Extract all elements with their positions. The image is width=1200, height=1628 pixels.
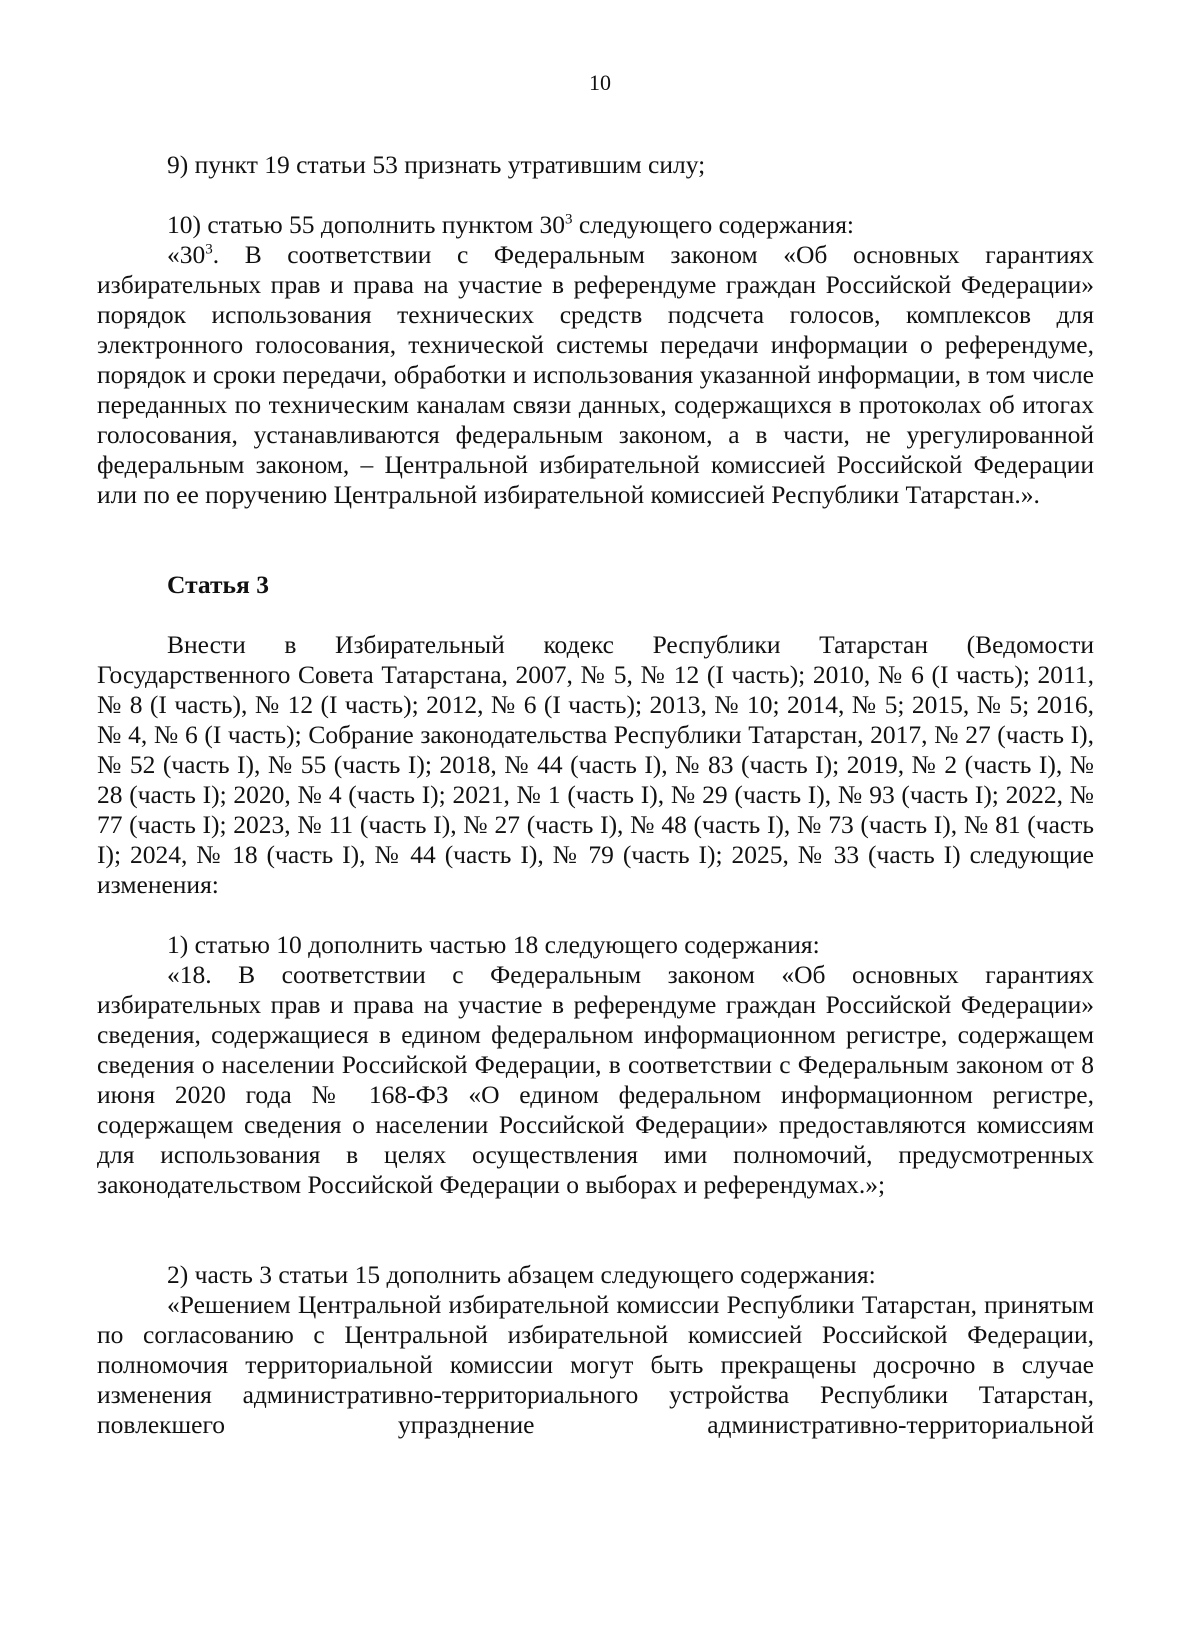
item-10-intro-after: следующего содержания: xyxy=(572,210,855,239)
item-10-intro-superscript: 3 xyxy=(565,211,573,228)
article-3-item-2 xyxy=(97,1260,1094,1440)
article-3-heading-block xyxy=(97,570,1094,600)
article-3-heading: Статья 3 xyxy=(167,570,269,599)
item-10-quote-superscript: 3 xyxy=(205,241,213,258)
item-10-intro-before: 10) статью 55 дополнить пунктом 30 xyxy=(167,210,566,239)
item-9-text: 9) пункт 19 статьи 53 признать утратившим силу; xyxy=(167,150,706,179)
item-10 xyxy=(97,210,1094,510)
item-9 xyxy=(97,150,1094,180)
item-10-quote xyxy=(97,240,1094,510)
article-3-item-1-quote: «18. В соответствии с Федеральным законом «Об основных гарантиях избирательных прав и права на участие в референдуме граждан Российской Федерации» сведения, содержащиеся в едином федеральном информационном регистре, содержащем сведения о населении Российской Федерации, в соответствии с Федеральным законом от 8 июня 2020 года № 168-ФЗ «О едином федеральном информационном регистре, содержащем сведения о населении Российской Федерации» предоставляются комиссиям для использования в целях осуществления ими полномочий, предусмотренных законодательством Российской Федерации о выборах и референдумах.»; xyxy=(97,960,1094,1199)
article-3-item-1 xyxy=(97,930,1094,1200)
article-3-item-2-quote: «Решением Центральной избирательной комиссии Республики Татарстан, принятым по согласованию с Центральной избирательной комиссией Российской Федерации, полномочия территориальной комиссии могут быть прекращены досрочно в случае изменения административно-территориального устройства Республики Татарстан, повлекшего упразднение административно-территориальной xyxy=(97,1290,1094,1439)
item-10-quote-open: «30 xyxy=(167,240,206,269)
article-3-intro-block xyxy=(97,630,1094,900)
page-number: 10 xyxy=(589,70,611,95)
item-10-intro xyxy=(97,210,1094,240)
article-3-intro: Внести в Избирательный кодекс Республики Татарстан (Ведомости Государственного Совета Татарстана, 2007, № 5, № 12 (I часть); 2010, № 6 (I часть); 2011, № 8 (I часть), № 12 (I часть); 2012, № 6 (I часть); 2013, № 10; 2014, № 5; 2015, № 5; 2016, № 4, № 6 (I часть); Собрание законодательства Республики Татарстан, 2017, № 27 (часть I), № 52 (часть I), № 55 (часть I); 2018, № 44 (часть I), № 83 (часть I); 2019, № 2 (часть I), № 28 (часть I); 2020, № 4 (часть I); 2021, № 1 (часть I), № 29 (часть I), № 93 (часть I); 2022, № 77 (часть I); 2023, № 11 (часть I), № 27 (часть I), № 48 (часть I), № 73 (часть I), № 81 (часть I); 2024, № 18 (часть I), № 44 (часть I), № 79 (часть I); 2025, № 33 (часть I) следующие изменения: xyxy=(97,630,1094,899)
article-3-item-2-intro: 2) часть 3 статьи 15 дополнить абзацем следующего содержания: xyxy=(167,1260,876,1289)
item-10-quote-text: . В соответствии с Федеральным законом «Об основных гарантиях избирательных прав и права на участие в референдуме граждан Российской Федерации» порядок использования технических средств подсчета голосов, комплексов для электронного голосования, технической системы передачи информации о референдуме, порядок и сроки передачи, обработки и использования указанной информации, в том числе переданных по техническим каналам связи данных, содержащихся в протоколах об итогах голосования, устанавливаются федеральным законом, а в части, не урегулированной федеральным законом, – Центральной избирательной комиссией Российской Федерации или по ее поручению Центральной избирательной комиссией Республики Татарстан.». xyxy=(97,240,1094,509)
article-3-item-1-intro: 1) статью 10 дополнить частью 18 следующего содержания: xyxy=(167,930,820,959)
